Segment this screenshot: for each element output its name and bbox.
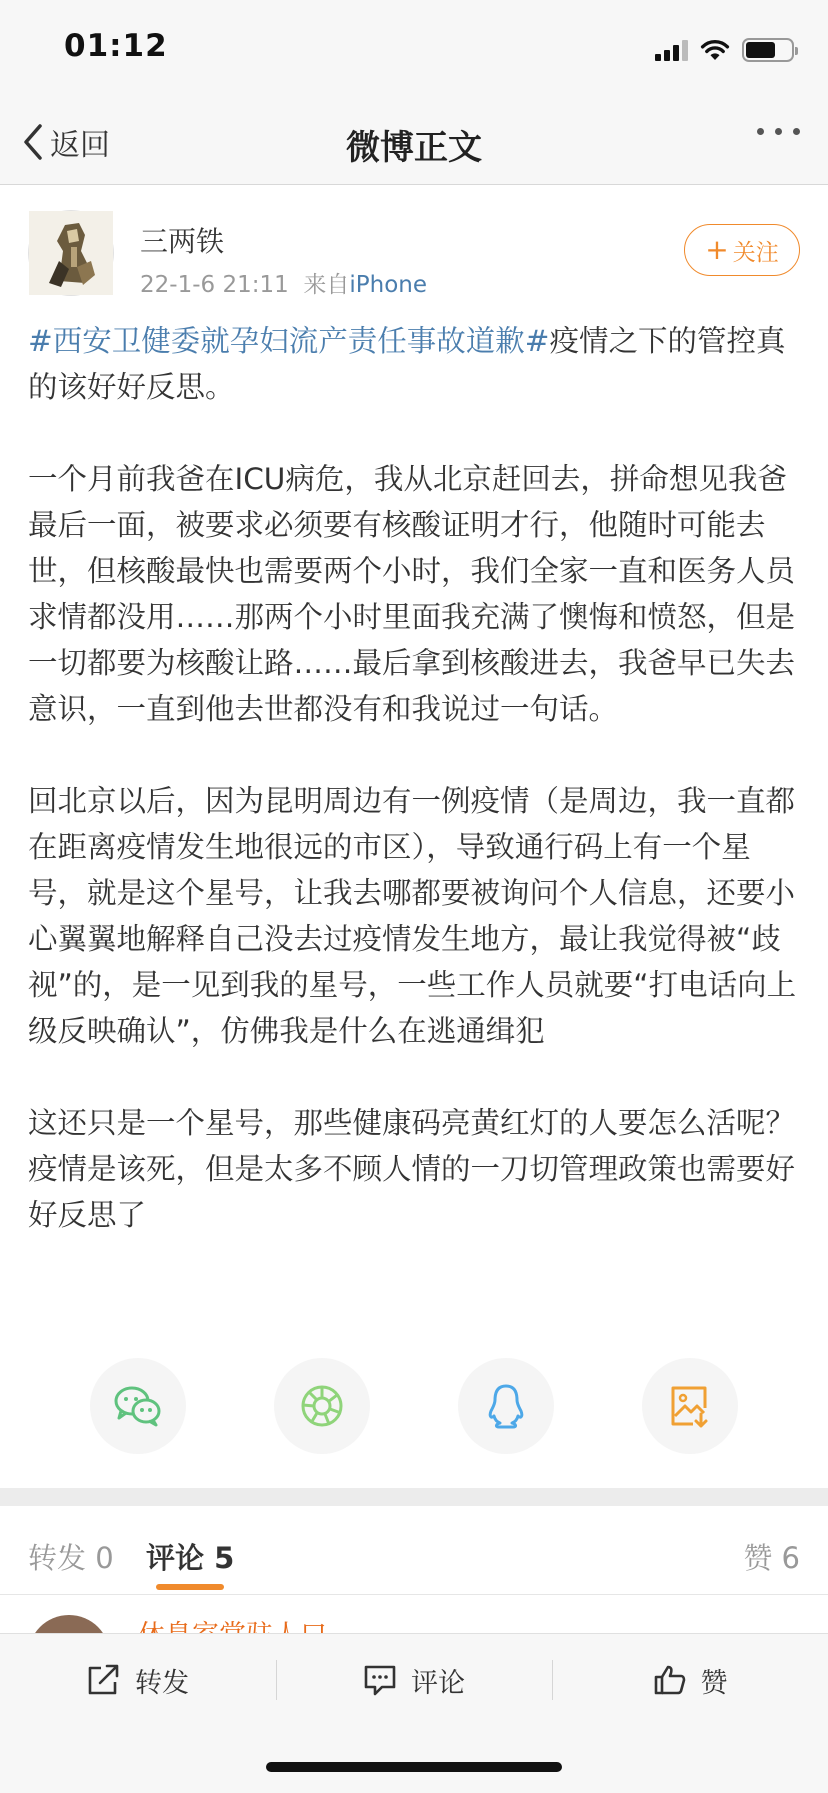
- tab-comments-label: 评论: [146, 1541, 205, 1575]
- author-header: [28, 210, 800, 300]
- tab-likes-count: 6: [781, 1541, 800, 1575]
- post-paragraph: 回北京以后，因为昆明周边有一例疫情（是周边，我一直都在距离疫情发生地很远的市区），导致通行码上有一个星号，就是这个星号，让我去哪都要被询问个人信息，还要小心翼翼地解释自己没去过疫情发生地方，最让我觉得被“歧视”的，是一见到我的星号，一些工作人员就要“打电话向上级反映确认”，仿佛我是什么在逃通缉犯: [28, 784, 797, 1048]
- more-button[interactable]: [757, 128, 800, 135]
- interaction-tabs: [0, 1506, 828, 1595]
- battery-level: [746, 42, 775, 58]
- repost-button[interactable]: [0, 1634, 276, 1726]
- battery-icon: [742, 38, 794, 62]
- share-qq-button[interactable]: [458, 1358, 554, 1454]
- moments-icon: [299, 1383, 345, 1429]
- tab-reposts-count: 0: [95, 1541, 114, 1575]
- tab-likes-label: 赞: [743, 1541, 773, 1575]
- follow-button[interactable]: [684, 224, 800, 276]
- post-body: [28, 318, 800, 1238]
- hashtag-link[interactable]: #西安卫健委就孕妇流产责任事故道歉#: [28, 324, 550, 358]
- section-divider: [0, 1488, 828, 1506]
- follow-label: 关注: [732, 239, 779, 266]
- nav-bar: [0, 100, 828, 185]
- more-dot: [775, 128, 782, 135]
- wifi-icon: [700, 38, 730, 62]
- cellular-signal-icon: [655, 39, 688, 61]
- tab-likes[interactable]: [743, 1536, 800, 1577]
- like-button[interactable]: [552, 1634, 828, 1726]
- comment-icon: [363, 1664, 397, 1696]
- status-bar: [0, 0, 828, 100]
- back-label: 返回: [50, 128, 110, 163]
- post-paragraph: [28, 318, 800, 410]
- tab-comments[interactable]: [146, 1536, 234, 1577]
- tab-reposts-label: 转发: [28, 1541, 87, 1575]
- post-source[interactable]: iPhone: [349, 272, 427, 298]
- wechat-icon: [113, 1384, 163, 1428]
- status-time: 01:12: [64, 28, 168, 64]
- avatar-image: [29, 211, 113, 295]
- home-indicator: [266, 1762, 562, 1772]
- avatar[interactable]: [28, 210, 114, 296]
- status-icons: [655, 36, 794, 64]
- repost-icon: [87, 1664, 121, 1696]
- comment-label: 评论: [411, 1667, 465, 1699]
- page-title: 微博正文: [346, 128, 482, 168]
- qq-icon: [486, 1383, 526, 1429]
- share-moments-button[interactable]: [274, 1358, 370, 1454]
- post-time: 22-1-6 21:11: [140, 272, 289, 298]
- repost-label: 转发: [135, 1667, 189, 1699]
- tab-reposts[interactable]: [28, 1536, 114, 1577]
- post-text: 疫情之下的管控真的该好好反思。: [28, 324, 786, 404]
- author-name[interactable]: 三两铁: [140, 225, 225, 258]
- post-meta: [140, 266, 427, 299]
- share-wechat-button[interactable]: [90, 1358, 186, 1454]
- source-prefix: 来自: [303, 272, 350, 298]
- more-dot: [757, 128, 764, 135]
- like-label: 赞: [700, 1667, 728, 1699]
- comment-button[interactable]: [276, 1634, 552, 1726]
- post-paragraph: 这还只是一个星号，那些健康码亮黄红灯的人要怎么活呢？疫情是该死，但是太多不顾人情的一刀切管理政策也需要好好反思了: [28, 1106, 796, 1232]
- save-image-icon: [669, 1384, 711, 1428]
- active-tab-indicator: [156, 1584, 224, 1590]
- tab-comments-count: 5: [214, 1541, 235, 1575]
- more-dot: [793, 128, 800, 135]
- save-image-button[interactable]: [642, 1358, 738, 1454]
- thumbs-up-icon: [653, 1664, 687, 1696]
- post-paragraph: 一个月前我爸在ICU病危，我从北京赶回去，拼命想见我爸最后一面，被要求必须要有核酸证明才行，他随时可能去世，但核酸最快也需要两个小时，我们全家一直和医务人员求情都没用……那两个小时里面我充满了懊悔和愤怒，但是一切都要为核酸让路……最后拿到核酸进去，我爸早已失去意识，一直到他去世都没有和我说过一句话。: [28, 462, 796, 726]
- comment-list: [0, 1595, 828, 1635]
- plus-icon: +: [705, 233, 729, 266]
- share-row: [0, 1358, 828, 1454]
